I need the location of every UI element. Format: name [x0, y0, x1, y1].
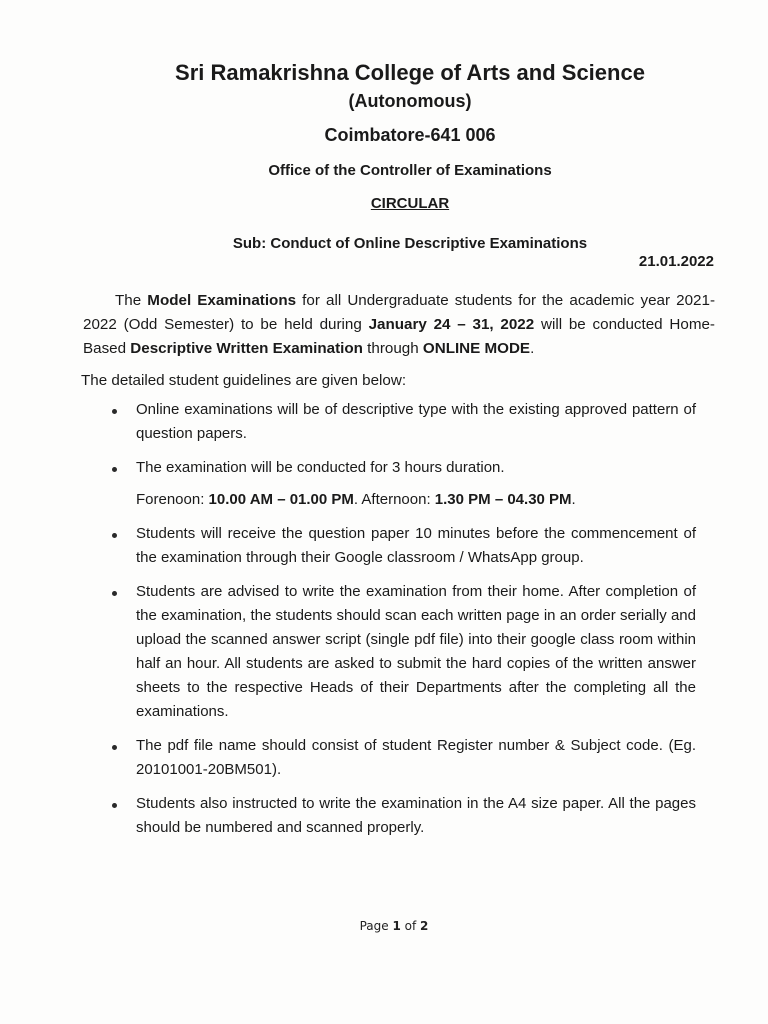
exam-type: Descriptive Written Examination — [130, 340, 363, 357]
exam-mode: ONLINE MODE — [422, 340, 531, 357]
subject-line: Sub: Conduct of Online Descriptive Examinations — [232, 235, 588, 252]
list-item: The pdf file name should consist of student Register number & Subject code. (Eg. 20101001-20BM501). — [112, 734, 696, 782]
college-city: Coimbatore-641 006 — [324, 125, 496, 145]
list-item: Students are advised to write the examination from their home. After completion of the examination, the students should scan each written page in an order serially and upload the scanned answer script (single pdf file) into their google class room within half an hour. All students are asked to submit the hard copies of the written answer sheets to the respective Heads of their Departments after the completing all the examinations. — [112, 580, 696, 724]
bullet-icon — [112, 803, 117, 808]
bullet-icon — [112, 467, 117, 472]
intro-paragraph: The Model Examinations for all Undergraduate students for the academic year 2021-2022 (Odd Semester) to be held during January 24 – 31, 2022 will be conducted Home-Based Descriptive Written Examination through ONLINE MODE. — [83, 292, 716, 357]
bullet-icon — [112, 409, 117, 414]
bullet-icon — [112, 591, 117, 596]
circular-date: 21.01.2022 — [638, 253, 714, 270]
exam-dates: January 24 – 31, 2022 — [368, 316, 535, 333]
autonomous-status: (Autonomous) — [348, 91, 472, 111]
list-item: Students also instructed to write the examination in the A4 size paper. All the pages should be numbered and scanned properly. — [112, 792, 696, 840]
guidelines-intro: The detailed student guidelines are given below: — [81, 372, 407, 389]
list-item: Students will receive the question paper 10 minutes before the commencement of the examination through their Google classroom / WhatsApp group. — [112, 522, 696, 570]
exam-name: Model Examinations — [147, 292, 297, 309]
circular-heading: CIRCULAR — [370, 195, 450, 212]
bullet-icon — [112, 533, 117, 538]
list-item: Online examinations will be of descriptive type with the existing approved pattern of question papers. — [112, 398, 696, 446]
list-item: The examination will be conducted for 3 hours duration. Forenoon: 10.00 AM – 01.00 PM. Afternoon: 1.30 PM – 04.30 PM. — [112, 456, 696, 512]
page-number: Page 1 of 2 — [359, 919, 429, 933]
exam-timings: Forenoon: 10.00 AM – 01.00 PM. Afternoon: 1.30 PM – 04.30 PM. — [136, 491, 576, 508]
bullet-icon — [112, 745, 117, 750]
guidelines-list — [112, 398, 696, 850]
college-name: Sri Ramakrishna College of Arts and Science — [175, 60, 645, 85]
office-name: Office of the Controller of Examinations — [268, 162, 552, 179]
